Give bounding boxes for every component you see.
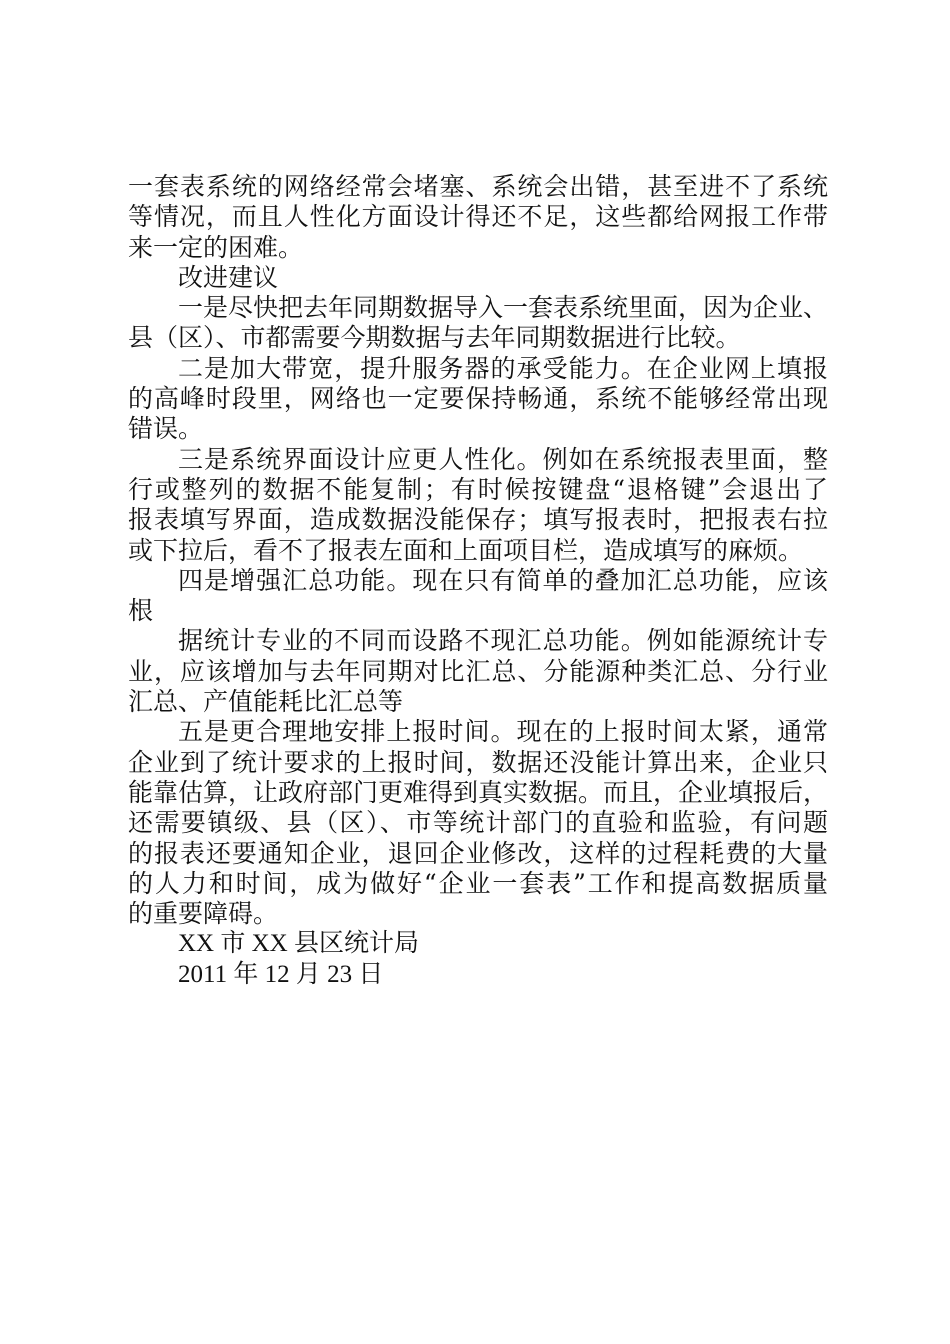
text-line: 五是更合理地安排上报时间。现在的上报时间太紧，通常 — [178, 717, 828, 747]
text-line: 三是系统界面设计应更人性化。例如在系统报表里面，整 — [178, 444, 828, 474]
text-line: 汇总、产值能耗比汇总等 — [128, 687, 404, 717]
text-line: 一是尽快把去年同期数据导入一套表系统里面，因为企业、 — [178, 293, 829, 323]
document-body — [128, 172, 828, 990]
text-line: 据统计专业的不同而设路不现汇总功能。例如能源统计专 — [178, 626, 828, 656]
text-line: 的高峰时段里，网络也一定要保持畅通，系统不能够经常出现 — [128, 384, 828, 414]
text-line: 二是加大带宽，提升服务器的承受能力。在企业网上填报 — [178, 353, 828, 383]
text-line: 错误。 — [128, 414, 204, 444]
text-line: 一套表系统的网络经常会堵塞、系统会出错，甚至进不了系统 — [128, 172, 828, 201]
section-heading: 改进建议 — [178, 262, 279, 292]
text-line: 企业到了统计要求的上报时间，数据还没能计算出来，企业只 — [128, 747, 828, 777]
text-line: 报表填写界面，造成数据没能保存；填写报表时，把报表右拉 — [128, 505, 828, 535]
text-line: 的重要障碍。 — [128, 899, 279, 929]
text-line: 县（区）、市都需要今期数据与去年同期数据进行比较。 — [128, 323, 741, 353]
text-line: 根 — [128, 596, 154, 626]
text-line: 或下拉后，看不了报表左面和上面项目栏，造成填写的麻烦。 — [128, 535, 804, 565]
signature-date: 2011 年 12 月 23 日 — [178, 960, 384, 988]
text-line: 来一定的困难。 — [128, 232, 304, 262]
text-line: 等情况，而且人性化方面设计得还不足，这些都给网报工作带 — [128, 202, 828, 232]
text-line: 业，应该增加与去年同期对比汇总、分能源种类汇总、分行业 — [128, 656, 828, 686]
text-line: 能靠估算，让政府部门更难得到真实数据。而且，企业填报后， — [128, 777, 829, 807]
text-line: 的人力和时间，成为做好“企业一套表”工作和提高数据质量 — [128, 868, 828, 898]
text-line: 还需要镇级、县（区）、市等统计部门的直验和监验，有问题 — [128, 808, 828, 838]
text-line: 行或整列的数据不能复制；有时候按键盘“退格键”会退出了 — [128, 474, 828, 504]
signature-org: XX 市 XX 县区统计局 — [178, 930, 419, 958]
text-line: 的报表还要通知企业，退回企业修改，这样的过程耗费的大量 — [128, 838, 828, 868]
text-line: 四是增强汇总功能。现在只有简单的叠加汇总功能，应该 — [178, 565, 828, 595]
